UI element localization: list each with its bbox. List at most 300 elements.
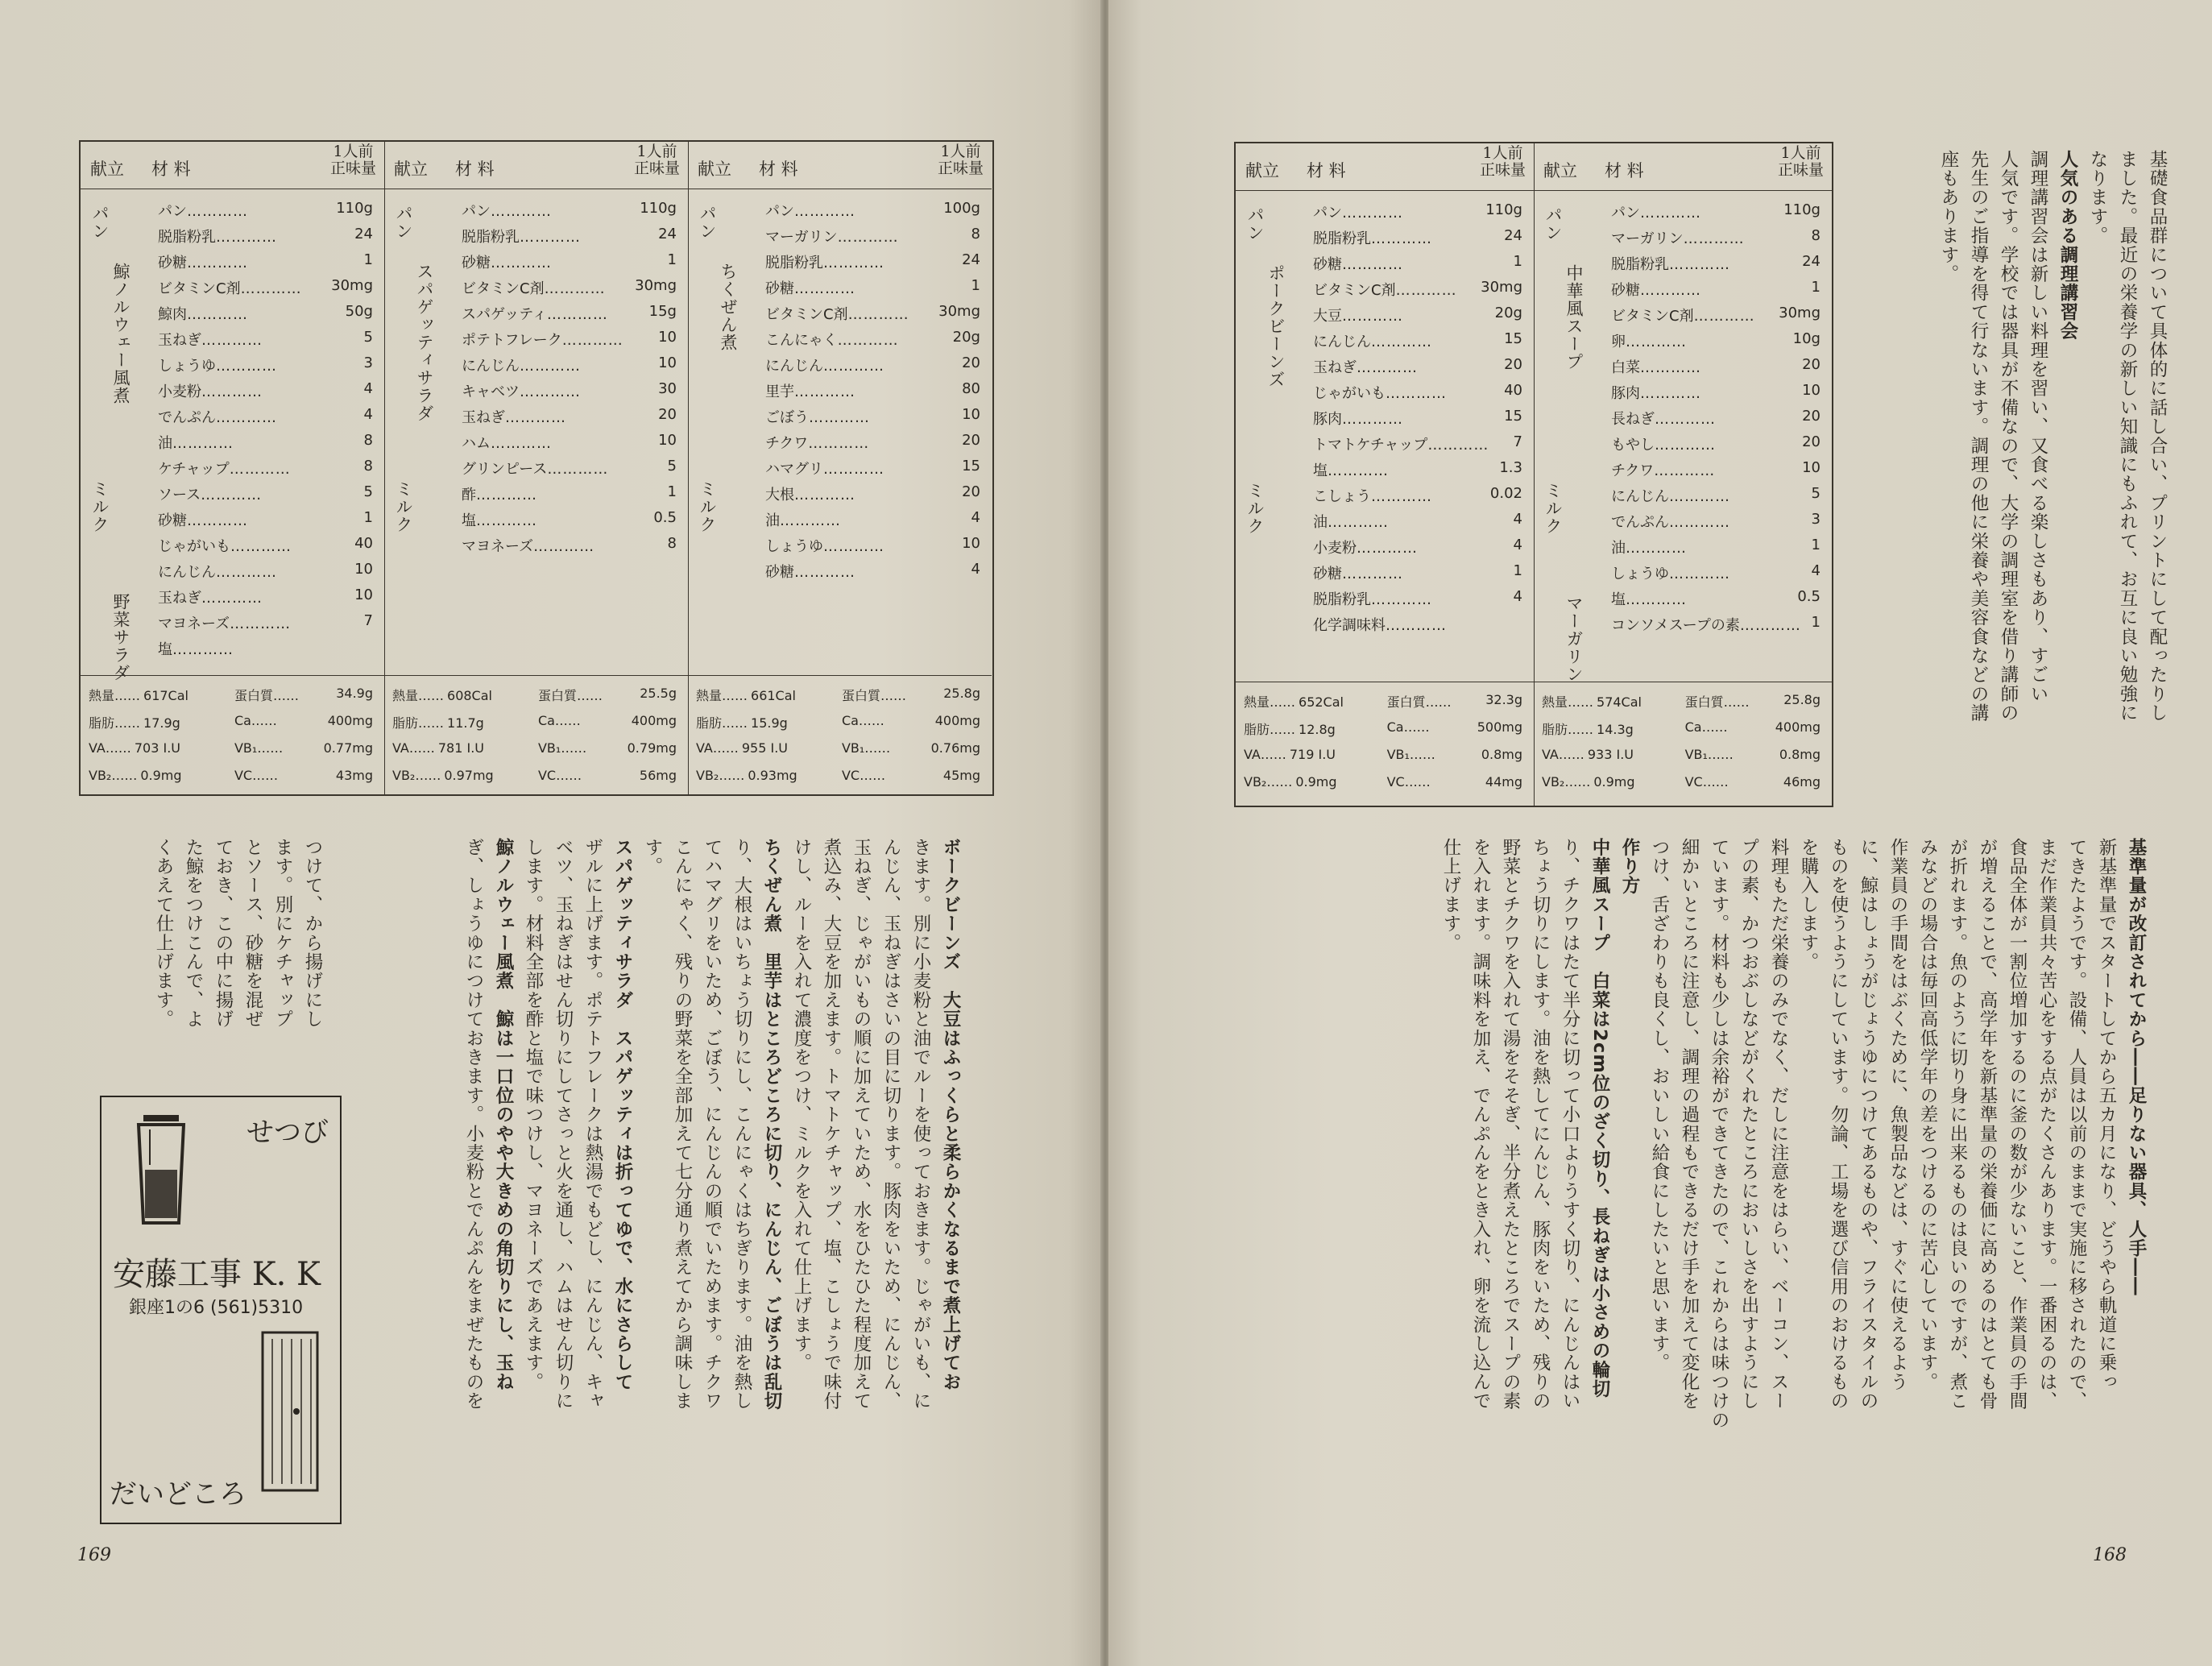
right-article-bottom-line: 作り方 (1619, 838, 1640, 896)
header-material: 材 料 (759, 160, 798, 179)
nutrition-row (696, 768, 980, 783)
cabinet-illustration-icon (261, 1331, 319, 1492)
nutrient-value: 32.3g (1485, 692, 1522, 707)
ingredient-row (462, 329, 677, 350)
nutrient-value: 500mg (1477, 719, 1522, 735)
leader-dots: ………… (505, 409, 566, 426)
ingredient-amount: 4 (1811, 562, 1821, 579)
left-table-col-2-header (688, 142, 992, 189)
ingredient-row (1611, 201, 1821, 222)
ingredient-amount: 1 (1811, 614, 1821, 631)
ingredient-name: 砂糖 (158, 512, 187, 529)
leader-dots: ………… (1626, 540, 1687, 557)
ingredient-name: こしょう (1313, 488, 1371, 505)
nutrient-value: 25.8g (943, 686, 980, 701)
header-menu: 献立 (394, 160, 428, 179)
left-article-tail-line: ます。別にケチャップ (272, 838, 293, 1029)
ingredient-amount: 20g (1494, 305, 1522, 321)
ingredient-amount: 20 (1802, 408, 1821, 425)
ingredient-amount: 1 (1811, 279, 1821, 296)
ingredient-row (158, 432, 373, 453)
ingredient-name: 塩 (462, 512, 476, 529)
ingredient-row (1611, 562, 1821, 583)
nutrient-value: 0.9mg (140, 768, 182, 783)
menu-name: 中華風スープ (1564, 264, 1584, 371)
ingredient-row (765, 200, 980, 221)
leader-dots: ………… (1626, 591, 1687, 608)
leader-dots: ………… (823, 461, 884, 478)
ingredient-row (1313, 433, 1522, 454)
ingredient-row (1611, 459, 1821, 480)
left-article-line: きます。別に小麦粉と油でルーを使っておきます。じゃがいも、に (910, 838, 931, 1411)
nutrient-label: VA…… (1542, 747, 1584, 762)
left-article-line: 煮込み、大豆を加えます。トマトケチャップ、塩、こしょうで味付 (821, 838, 842, 1411)
header-amount (1778, 145, 1824, 179)
ingredient-row (1313, 382, 1522, 403)
ingredient-amount: 4 (971, 561, 980, 578)
ingredient-row (765, 509, 980, 530)
ingredient-row (1313, 253, 1522, 274)
menu-name: ちくぜん煮 (719, 263, 738, 351)
nutrient-value: 703 I.U (134, 740, 181, 756)
ingredient-amount: 30mg (1481, 279, 1522, 296)
nutrient-label: 熱量…… (392, 688, 445, 703)
header-amount-line: 正味量 (633, 160, 680, 177)
ingredient-amount: 7 (1513, 433, 1522, 450)
leader-dots: ………… (1683, 230, 1745, 247)
ad-company: 安藤工事 K. K (113, 1256, 321, 1293)
ingredient-row (158, 535, 373, 556)
ingredient-name: 砂糖 (1313, 256, 1342, 273)
menu-name: ミルク (394, 480, 413, 533)
ingredient-name: 豚肉 (1313, 411, 1342, 428)
nutrient-value: 400mg (1775, 719, 1821, 735)
ingredient-name: しょうゆ (158, 358, 216, 375)
nutrition-row (696, 740, 980, 756)
ingredient-amount: 24 (1504, 227, 1522, 244)
ingredient-name: パン (462, 203, 491, 220)
nutrient-label: 熱量…… (1244, 694, 1296, 710)
nutrient-label: VC…… (1684, 774, 1729, 789)
leader-dots: ………… (201, 590, 263, 607)
ingredient-row (158, 483, 373, 504)
header-menu: 献立 (1543, 161, 1577, 180)
nutrition-row (89, 713, 373, 731)
ingredient-name: コンソメスープの素 (1611, 617, 1740, 634)
leader-dots: ………… (230, 615, 292, 632)
left-article-tail (148, 838, 327, 1080)
nutrient-value: 0.76mg (930, 740, 980, 756)
ingredient-name: にんじん (1313, 334, 1371, 350)
ingredient-amount: 0.5 (1797, 588, 1821, 605)
ingredient-amount: 3 (1811, 511, 1821, 528)
left-article-line: ベツ、玉ねぎはせん切りにしてさっと火を通し、ハムはせん切りに (553, 838, 574, 1411)
ingredient-row (158, 277, 373, 298)
ingredient-amount: 5 (667, 458, 677, 475)
right-article-bottom-line: が折れます。魚のように切り身に出来るものは良いのですが、煮こ (1947, 838, 1968, 1411)
ingredient-amount: 20 (658, 406, 677, 423)
nutrient-label: VA…… (1244, 747, 1286, 762)
leader-dots: ………… (1427, 437, 1489, 454)
leader-dots: ………… (1739, 617, 1801, 634)
right-article-bottom-line: ものを使うようにしています。勿論、工場を選び信用のおけるもの (1828, 838, 1849, 1411)
nutrition-row (1542, 692, 1821, 711)
ingredient-amount: 10 (1802, 459, 1821, 476)
ingredient-name: キャベツ (462, 383, 520, 400)
ingredient-name: 脱脂粉乳 (462, 229, 520, 246)
nutrient-label: Ca…… (537, 713, 581, 728)
ingredient-amount: 110g (1783, 201, 1821, 218)
nutrient-value: 0.9mg (1593, 774, 1635, 789)
right-article-bottom-line: を入れます。調味料を加え、でんぷんをとき入れ、卵を流し込んで (1470, 838, 1491, 1411)
nutrition-row (89, 686, 373, 704)
ingredient-name: 脱脂粉乳 (1313, 591, 1371, 608)
ingredient-name: 化学調味料 (1313, 617, 1386, 634)
leader-dots: ………… (533, 538, 595, 555)
ingredient-amount: 8 (667, 535, 677, 552)
leader-dots: ………… (837, 229, 899, 246)
nutrient-value: 617Cal (143, 688, 188, 703)
right-article-bottom-line: 新基準量でスタートしてから五カ月になり、どうやら軌道に乗っ (2096, 838, 2117, 1392)
ingredient-row (462, 535, 677, 556)
leader-dots: ………… (520, 383, 581, 400)
ingredient-row (462, 251, 677, 272)
nutrient-value: 400mg (327, 713, 373, 728)
ingredient-amount: 4 (1513, 588, 1522, 605)
leader-dots: ………… (240, 280, 302, 297)
nutrient-value: 955 I.U (741, 740, 789, 756)
leader-dots: ………… (546, 306, 608, 323)
menu-name: パン (698, 205, 717, 240)
ingredient-name: ビタミンC剤 (765, 306, 848, 323)
ingredient-amount: 50g (345, 303, 373, 320)
ingredient-row (462, 354, 677, 375)
right-table-col-1 (1534, 143, 1832, 806)
left-article-tail-line: くあえて仕上げます。 (153, 838, 174, 1029)
ingredient-name: ケチャップ (158, 461, 230, 478)
ingredient-amount: 100g (943, 200, 980, 217)
header-material: 材 料 (151, 160, 191, 179)
ingredient-row (158, 251, 373, 272)
nutrient-label: VB₂…… (392, 768, 441, 783)
nutrition-row (1244, 719, 1522, 738)
ingredient-row (462, 432, 677, 453)
leader-dots: ………… (794, 564, 855, 581)
ingredient-amount: 4 (1513, 537, 1522, 553)
nutrient-label: VC…… (841, 768, 886, 783)
left-article-tail-line: つけて、から揚げにし (302, 838, 323, 1029)
menu-name: パン (394, 205, 413, 240)
leader-dots: ………… (1371, 488, 1432, 505)
ingredient-row (1313, 356, 1522, 377)
ingredient-row (1313, 459, 1522, 480)
ingredient-amount: 24 (354, 226, 373, 242)
right-article-bottom-line: 仕上げます。 (1440, 838, 1461, 953)
ingredient-name: 小麦粉 (1313, 540, 1357, 557)
ingredient-name: じゃがいも (1313, 385, 1386, 402)
header-amount (938, 143, 984, 177)
right-article-top (1933, 150, 2172, 818)
ingredient-row (462, 406, 677, 427)
ingredient-row (158, 200, 373, 221)
leader-dots: ………… (520, 229, 581, 246)
ingredient-amount: 1 (1513, 253, 1522, 270)
nutrition-row (89, 740, 373, 756)
left-table-col-2-nutrition (688, 675, 992, 794)
ingredient-amount: 20 (962, 432, 980, 449)
left-table-col-0-header (81, 142, 384, 189)
nutrient-label: VC…… (234, 768, 279, 783)
right-page (1108, 0, 2212, 1666)
menu-name: ミルク (1245, 482, 1265, 535)
ingredient-row (1611, 588, 1821, 609)
left-article-line: んじん、玉ねぎはさいの目に切ります。豚肉をいため、にんじん、 (880, 838, 901, 1411)
left-table-col-0-nutrition (81, 675, 384, 794)
leader-dots: ………… (172, 435, 234, 452)
ingredient-amount: 1 (1811, 537, 1821, 553)
right-table-col-0-nutrition (1236, 682, 1534, 806)
ingredient-amount: 1 (971, 277, 980, 294)
menu-name: 鯨ノルウェー風煮 (111, 263, 130, 404)
left-page (0, 0, 1102, 1666)
ingredient-row (158, 638, 373, 659)
ingredient-row (462, 483, 677, 504)
nutrition-row (392, 713, 677, 731)
leader-dots: ………… (1371, 334, 1432, 350)
leader-dots: ………… (823, 358, 884, 375)
ingredient-amount: 15 (962, 458, 980, 475)
ingredient-amount: 80 (962, 380, 980, 397)
ingredient-row (1611, 408, 1821, 429)
ingredient-name: マーガリン (765, 229, 838, 246)
right-article-bottom-line: まだ作業員共々苦心をする点がたくさんあります。一番困るのは、 (2036, 838, 2057, 1411)
ingredient-row (765, 380, 980, 401)
nutrient-label: 蛋白質…… (234, 688, 299, 703)
menu-name: ミルク (698, 480, 717, 533)
leader-dots: ………… (187, 255, 248, 271)
ingredient-row (1611, 537, 1821, 557)
ingredient-amount: 10 (962, 535, 980, 552)
ingredient-amount: 24 (962, 251, 980, 268)
leader-dots: ………… (187, 306, 248, 323)
leader-dots: ………… (1386, 617, 1447, 634)
menu-name: パン (1245, 206, 1265, 242)
ingredient-row (158, 303, 373, 324)
ingredient-name: ハム (462, 435, 491, 452)
ingredient-name: しょうゆ (1611, 566, 1669, 582)
leader-dots: ………… (794, 487, 855, 504)
ingredient-amount: 7 (363, 612, 373, 629)
ingredient-row (1313, 588, 1522, 609)
right-article-bottom (1435, 838, 2151, 1547)
ingredient-row (462, 226, 677, 247)
leader-dots: ………… (794, 280, 855, 297)
ingredient-name: 油 (158, 435, 172, 452)
header-menu: 献立 (698, 160, 731, 179)
nutrient-value: 25.5g (640, 686, 677, 701)
leader-dots: ………… (229, 461, 291, 478)
ingredient-amount: 15 (1504, 330, 1522, 347)
ingredient-name: でんぷん (1611, 514, 1669, 531)
right-article-top-line: 先生のご指導を得て行ないます。調理の他に栄養や美容食などの講 (1968, 150, 1989, 723)
ingredient-row (462, 509, 677, 530)
right-article-bottom-line: 細かいところに注意し、調理の過程もできるだけ手を加えて変化を (1679, 838, 1700, 1411)
header-amount-line: 1人前 (1780, 144, 1821, 162)
ingredient-amount: 110g (1485, 201, 1522, 218)
ingredient-name: こんにゃく (765, 332, 838, 349)
ingredient-amount: 1 (667, 483, 677, 500)
right-article-bottom-line: を購入します。 (1798, 838, 1819, 972)
ingredient-amount: 4 (971, 509, 980, 526)
nutrient-label: VA…… (392, 740, 435, 756)
nutrient-label: Ca…… (234, 713, 277, 728)
nutrient-label: VB₂…… (89, 768, 138, 783)
leader-dots: ………… (1386, 385, 1447, 402)
leader-dots: ………… (491, 255, 552, 271)
right-article-bottom-line: り、チクワはたて半分に切って小口よりうすく切り、にんじんはい (1560, 838, 1580, 1411)
leader-dots: ………… (491, 435, 552, 452)
leader-dots: ………… (476, 512, 537, 529)
leader-dots: ………… (216, 229, 277, 246)
leader-dots: ………… (1342, 308, 1403, 325)
ingredient-amount: 15 (1504, 408, 1522, 425)
ingredient-name: ごぼう (765, 409, 809, 426)
right-article-top-line: 座もあります。 (1938, 150, 1959, 284)
right-table-col-0-header (1236, 143, 1534, 191)
nutrient-value: 0.77mg (323, 740, 373, 756)
left-article-line: ちくぜん煮 里芋はところどころに切り、にんじん、ごぼうは乱切 (761, 838, 782, 1411)
nutrient-label: VC…… (537, 768, 582, 783)
ingredient-name: 玉ねぎ (1313, 359, 1357, 376)
ingredient-name: マヨネーズ (462, 538, 534, 555)
ingredient-row (462, 200, 677, 221)
left-article-tail-line: とソース、砂糖を混ぜ (242, 838, 263, 1029)
ingredient-row (1313, 201, 1522, 222)
ad-tagline: せつび (246, 1117, 329, 1149)
header-menu: 献立 (90, 160, 124, 179)
right-article-bottom-line: ています。材料も少しは余裕ができてきたので、これからは味つけの (1709, 838, 1729, 1430)
ingredient-name: 塩 (158, 641, 172, 658)
leader-dots: ………… (1669, 256, 1730, 273)
page-number-right: 168 (2093, 1545, 2127, 1565)
ingredient-amount: 110g (640, 200, 677, 217)
nutrition-row (1244, 774, 1522, 789)
nutrient-label: 蛋白質…… (537, 688, 603, 703)
left-table-col-1-header (384, 142, 688, 189)
leader-dots: ………… (1693, 308, 1755, 325)
nutrient-label: VB₁…… (234, 740, 284, 756)
ingredient-row (1611, 433, 1821, 454)
nutrient-label: VB₁…… (537, 740, 587, 756)
header-amount-line: 1人前 (333, 143, 374, 160)
leader-dots: ………… (1640, 385, 1701, 402)
leader-dots: ………… (216, 358, 277, 375)
nutrition-row (696, 713, 980, 731)
menu-name: パン (1543, 206, 1563, 242)
header-amount-line: 正味量 (329, 160, 376, 177)
leader-dots: ………… (1640, 282, 1701, 299)
right-article-bottom-line: 基準量が改訂されてから――足りない器具、人手―― (2126, 838, 2147, 1296)
ingredient-row (765, 432, 980, 453)
ingredient-row (765, 277, 980, 298)
header-material: 材 料 (455, 160, 495, 179)
ingredient-amount: 10 (658, 432, 677, 449)
ingredient-row (1313, 511, 1522, 532)
left-article-line: 鯨ノルウェー風煮 鯨は一口位のやや大きめの角切りにし、玉ね (493, 838, 514, 1392)
ingredient-name: 玉ねぎ (158, 332, 201, 349)
right-article-bottom-line: 作業員の手間をはぶくために、魚製品などは、すぐに使えるよう (1887, 838, 1908, 1392)
ingredient-row (1313, 562, 1522, 583)
leader-dots: ………… (1640, 205, 1701, 222)
leader-dots: ………… (823, 538, 884, 555)
ingredient-amount: 5 (1811, 485, 1821, 502)
nutrient-value: 661Cal (751, 688, 796, 703)
ingredient-name: 砂糖 (765, 280, 794, 297)
nutrition-row (1542, 719, 1821, 738)
ingredient-name: にんじん (462, 358, 520, 375)
ingredient-name: 脱脂粉乳 (158, 229, 216, 246)
ingredient-name: ビタミンC剤 (1313, 282, 1396, 299)
right-article-top-line: 人気です。学校では器具が不備なので、大学の調理室を借り講師の (1998, 150, 2019, 723)
ingredient-row (765, 406, 980, 427)
ingredient-row (1611, 227, 1821, 248)
nutrient-value: 17.9g (143, 715, 180, 731)
right-article-top-line: 調理講習会は新しい料理を習い、又食べる楽しさもあり、すごい (2028, 150, 2048, 704)
ingredient-name: 砂糖 (462, 255, 491, 271)
left-article-tail-line: ておき、この中に揚げ (213, 838, 234, 1029)
leader-dots: ………… (1669, 488, 1730, 505)
ingredient-amount: 1 (363, 509, 373, 526)
ingredient-row (462, 458, 677, 479)
ingredient-name: パン (158, 203, 187, 220)
nutrient-value: 0.8mg (1481, 747, 1522, 762)
left-article-line: します。材料全部を酢と塩で味つけし、マヨネーズであえます。 (523, 838, 544, 1392)
ingredient-amount: 15g (648, 303, 677, 320)
leader-dots: ………… (216, 564, 277, 581)
ingredient-name: ビタミンC剤 (1611, 308, 1694, 325)
left-article-line: けし、ルーを入れて濃度をつけ、ミルクを入れて仕上げます。 (791, 838, 812, 1373)
leader-dots: ………… (172, 641, 234, 658)
ingredient-amount: 10 (962, 406, 980, 423)
ingredient-row (765, 458, 980, 479)
ingredient-row (1313, 537, 1522, 557)
ingredient-row (1611, 253, 1821, 274)
ingredient-row (1313, 485, 1522, 506)
header-amount-line: 正味量 (1479, 161, 1526, 179)
leader-dots: ………… (1357, 359, 1418, 376)
ingredient-amount: 5 (363, 329, 373, 346)
ingredient-name: グリンピース (462, 461, 548, 478)
left-table-col-2 (688, 142, 992, 794)
leader-dots: ………… (230, 538, 292, 555)
ad-address: 銀座1の6 (561)5310 (129, 1298, 304, 1318)
ingredient-amount: 30mg (1779, 305, 1821, 321)
nutrient-value: 719 I.U (1289, 747, 1336, 762)
nutrient-label: VB₂…… (696, 768, 745, 783)
leader-dots: ………… (1357, 540, 1418, 557)
nutrient-value: 0.79mg (627, 740, 677, 756)
ingredient-row (1611, 382, 1821, 403)
ingredient-name: ビタミンC剤 (462, 280, 545, 297)
ingredient-row (158, 509, 373, 530)
ingredient-name: 玉ねぎ (462, 409, 505, 426)
ingredient-name: 里芋 (765, 383, 794, 400)
leader-dots: ………… (809, 409, 870, 426)
nutrient-value: 400mg (631, 713, 677, 728)
leader-dots: ………… (1395, 282, 1457, 299)
ingredient-row (765, 303, 980, 324)
leader-dots: ………… (794, 383, 855, 400)
